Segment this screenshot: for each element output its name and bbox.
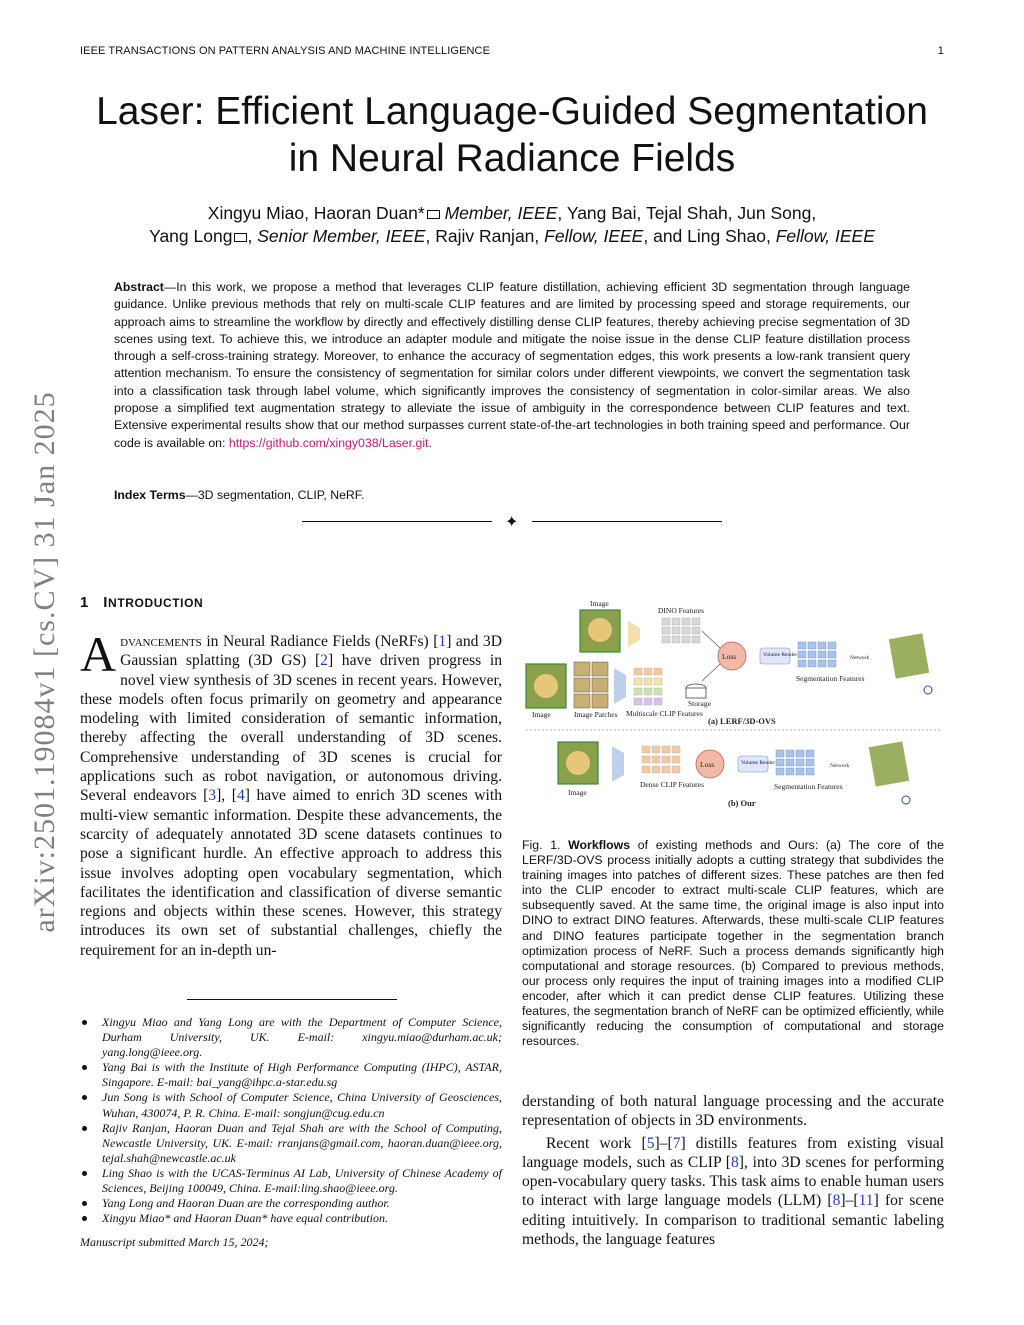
fig-sub-a: (a) LERF/3D-OVS [708, 716, 776, 726]
author-names-d: , Rajiv Ranjan, [425, 226, 545, 246]
citation-link[interactable]: 5 [646, 1134, 655, 1152]
author-line-1 [80, 202, 944, 225]
author-names-c: Yang Long [149, 226, 233, 246]
footnote: Jun Song is with School of Computer Science, China University of Geosciences, Wuhan, 430074, P. R. China. E-mail: songjun@cug.edu.cn [80, 1090, 502, 1120]
code-link[interactable]: https://github.com/xingy038/Laser.git [228, 435, 429, 450]
citation-link[interactable]: 1 [438, 633, 447, 650]
col2-text: Recent work [ [546, 1134, 647, 1152]
section-title-initial: I [103, 594, 109, 611]
footnote: Rajiv Ranjan, Haoran Duan and Tejal Shah are with the School of Computing, Newcastle University, UK. E-mail: rranjans@gmail.com, haoran.duan@ieee.org, tejal.shah@newcastle.ac.uk [80, 1121, 502, 1166]
footnote-rule [187, 999, 397, 1000]
fig-label-storage: Storage [688, 699, 711, 708]
separator-right [532, 521, 722, 522]
fig-dog-shape [566, 751, 590, 775]
col2-text: ]–[ [840, 1192, 859, 1210]
column-2-text [522, 1092, 944, 1249]
separator-diamond-icon: ✦ [505, 514, 519, 531]
fig-label-dense: Dense CLIP Features [640, 780, 704, 789]
citation-link[interactable]: 3 [208, 787, 217, 805]
figure-caption [522, 838, 944, 1049]
fig-label-multiscale: Multiscale CLIP Features [626, 709, 703, 718]
separator-left [302, 521, 492, 522]
caption-bold: Workflows [568, 838, 631, 852]
author-list [80, 202, 944, 248]
fig-clip-encoder-a [614, 668, 626, 704]
footnotes [80, 1015, 502, 1250]
title-line-2: in Neural Radiance Fields [288, 137, 736, 180]
paper-title [40, 88, 984, 182]
author-affil-b: Senior Member, IEEE [257, 226, 426, 246]
intro-smallcaps: dvancements [120, 633, 202, 650]
fig-label-volume-render-b: Volume Render [741, 760, 776, 766]
fig-dino-encoder [628, 621, 640, 647]
page-number: 1 [937, 45, 944, 57]
fig-label-image-b: Image [568, 788, 587, 797]
intro-text-4: ], [ [216, 787, 237, 805]
author-line-2: Yang Long , Senior Member, IEEE, Rajiv Ranjan, Fellow, IEEE, and Ling Shao, Fellow, IEEE [149, 226, 875, 246]
intro-text-3: ] have driven progress in novel view synthesis of 3D scenes in recent years. However, these models often focus primarily on geometry and appearance modeling with limited consideration of semantic information, thereby affecting the overall understanding of 3D scenes. Comprehensive understanding of 3D scenes is crucial for applications such as robot navigation, or autonomous driving. Several endeavors [ [80, 652, 503, 805]
abstract-label: Abstract [114, 280, 164, 294]
abstract-text: —In this work, we propose a method that leverages CLIP feature distillation, achieving efficient 3D segmentation through language guidance. Unlike previous methods that rely on multi-scale CLIP features and are limited by processing speed and storage requirements, our approach aims to streamline the workflow by directly and effectively distilling dense CLIP features, thereby achieving precise segmentation of 3D scenes using text. To achieve this, we introduce an adapter module and mitigate the noise issue in the dense CLIP feature distillation process through a self-cross-training strategy. Moreover, to enhance the accuracy of segmentation edges, this work presents a low-rank transient query attention mechanism. To ensure the consistency of segmentation for similar colors under different viewpoints, we convert the segmentation task into a classification task through label volume, which significantly improves the consistency of segmentation in color-similar areas. We also propose a simplified text augmentation strategy to alleviate the issue of ambiguity in the correspondence between CLIP features and text. Extensive experimental results show that our method surpasses current state-of-the-art technologies in both training speed and performance. Our code is available on: [114, 280, 910, 450]
abstract-end: . [428, 435, 432, 450]
col2-text: ], into 3D scenes for performing open-vocabulary query tasks. This task aims to enable human users to interact with large language models (LLM) [ [522, 1153, 944, 1210]
fig-label-seg-b: Segmentation Features [774, 782, 843, 791]
fig-render-view-b [869, 741, 909, 786]
col2-paragraph-2 [522, 1134, 944, 1250]
index-terms [114, 488, 910, 502]
fig-image-patches [574, 662, 608, 708]
col2-paragraph-1: derstanding of both natural language processing and the accurate representation of objects in 3D environments. [522, 1093, 944, 1130]
intro-text-5: ] have aimed to enrich 3D scenes with multi-view semantic information. Despite these advancements, the scarcity of adequately annotated 3D scene datasets continues to pose a significant hurdle. An effective approach to address this issue involves adopting open vocabulary segmentation, which facilitates the identification and classification of diverse semantic regions and objects within these scenes. However, this strategy introduces its own set of substantial challenges, chiefly the requirement for an in-depth un- [80, 787, 502, 959]
fig-seg-feature-grid-b [776, 750, 814, 775]
citation-link[interactable]: 8 [730, 1153, 739, 1171]
caption-prefix: Fig. 1. [522, 838, 569, 852]
drop-cap: A [80, 626, 117, 682]
fig-dog-shape [588, 618, 612, 642]
footnote: Xingyu Miao and Yang Long are with the Department of Computer Science, Durham University, UK. E-mail: xingyu.miao@durham.ac.uk; yang.long@ieee.org. [80, 1015, 502, 1060]
fig-render-view-a [889, 633, 929, 678]
author-affil-c: Fellow, IEEE [544, 226, 644, 246]
citation-link[interactable]: 8 [832, 1192, 841, 1210]
fig-sub-b: (b) Our [728, 798, 756, 808]
col2-text: ] distills features from existing visual language models, such as CLIP [ [522, 1134, 944, 1171]
fig-label-volume-render-a: Volume Render [763, 652, 798, 658]
fig-label-dino: DINO Features [658, 606, 705, 615]
fig-camera-icon [924, 686, 932, 694]
footnote: Xingyu Miao* and Haoran Duan* have equal contribution. [80, 1211, 502, 1226]
index-terms-label: Index Terms [114, 488, 186, 502]
section-heading [80, 594, 203, 611]
fig-clip-encoder-b [612, 746, 624, 782]
caption-text: of existing methods and Ours: (a) The core of the LERF/3D-OVS process initially adopts a cutting strategy that subdivides the training images into patches of different sizes. These patches are then fed into the CLIP encoder to extract multi-scale CLIP features, which are subsequently saved. At the same time, the original image is also input into DINO to extract DINO features. Afterwards, these multi-scale CLIP features and DINO features participate together in the segmentation branch optimization process of NeRF. Such a process demands significantly high computational and storage resources. (b) Compared to previous methods, our process only requires the input of training images into a modified CLIP encoder, after which it can predict dense CLIP features. Utilizing these features, the segmentation branch of NeRF can be optimized efficiently, while significantly reducing the consumption of computational and storage resources. [522, 838, 944, 1049]
journal-name: IEEE TRANSACTIONS ON PATTERN ANALYSIS AND MACHINE INTELLIGENCE [80, 45, 491, 57]
submitted-note: Manuscript submitted March 15, 2024; [80, 1235, 269, 1250]
col2-text: ]–[ [654, 1134, 673, 1152]
figure-1-workflow-diagram [522, 596, 944, 811]
intro-paragraph [80, 626, 503, 960]
envelope-icon [234, 233, 247, 242]
abstract [114, 279, 910, 452]
fig-label-loss-b: Loss [700, 760, 715, 769]
footnote: Yang Bai is with the Institute of High Performance Computing (IHPC), ASTAR, Singapore. E-mail: bai_yang@ihpc.a-star.edu.sg [80, 1060, 502, 1090]
envelope-icon [427, 210, 440, 219]
fig-label-network-a: Network [850, 655, 870, 661]
citation-link[interactable]: 4 [236, 787, 245, 805]
fig-label-image-left: Image [532, 710, 551, 719]
section-title-rest: NTRODUCTION [108, 596, 204, 610]
title-line-1: Laser: Efficient Language-Guided Segmentation [96, 90, 928, 133]
fig-camera-icon [902, 796, 910, 804]
citation-link[interactable]: 2 [320, 652, 328, 670]
citation-link[interactable]: 7 [672, 1134, 681, 1152]
fig-multiscale-grid [634, 668, 662, 705]
author-affil-a: Member, IEEE [444, 203, 558, 223]
index-terms-text: —3D segmentation, CLIP, NeRF. [185, 488, 365, 502]
footnote: Ling Shao is with the UCAS-Terminus AI Lab, University of Chinese Academy of Sciences, Beijing 100049, China. E-mail:ling.shao@ieee.org. [80, 1166, 502, 1196]
running-header [80, 45, 944, 57]
footnote: Yang Long and Haoran Duan are the corresponding author. [80, 1196, 502, 1211]
section-number: 1 [80, 594, 89, 611]
author-affil-d: Fellow, IEEE [775, 226, 875, 246]
fig-label-network-b: Network [830, 763, 850, 769]
fig-label-seg-a: Segmentation Features [796, 674, 865, 683]
fig-dense-grid [642, 746, 680, 773]
col2-text: ] for scene editing intuitively. In comparison to traditional semantic labeling methods, the language features [522, 1192, 944, 1249]
arxiv-stamp: arXiv:2501.19084v1 [cs.CV] 31 Jan 2025 [28, 391, 61, 933]
fig-label-patches: Image Patches [574, 710, 618, 719]
fig-seg-feature-grid-a [798, 642, 836, 667]
author-names-e: , and Ling Shao, [643, 226, 776, 246]
author-names-b: , Yang Bai, Tejal Shah, Jun Song, [557, 203, 817, 223]
fig-label-loss-a: Loss [722, 652, 737, 661]
fig-dino-feature-grid [662, 618, 700, 643]
author-names-a: Xingyu Miao, Haoran Duan* [207, 203, 425, 223]
intro-text-1: in Neural Radiance Fields (NeRFs) [ [201, 633, 439, 650]
citation-link[interactable]: 11 [858, 1192, 874, 1210]
fig-dog-shape [534, 674, 558, 698]
intro-text-2: ] and 3D Gaussian splatting (3D GS) [ [120, 633, 502, 670]
fig-label-image-top: Image [590, 599, 609, 608]
